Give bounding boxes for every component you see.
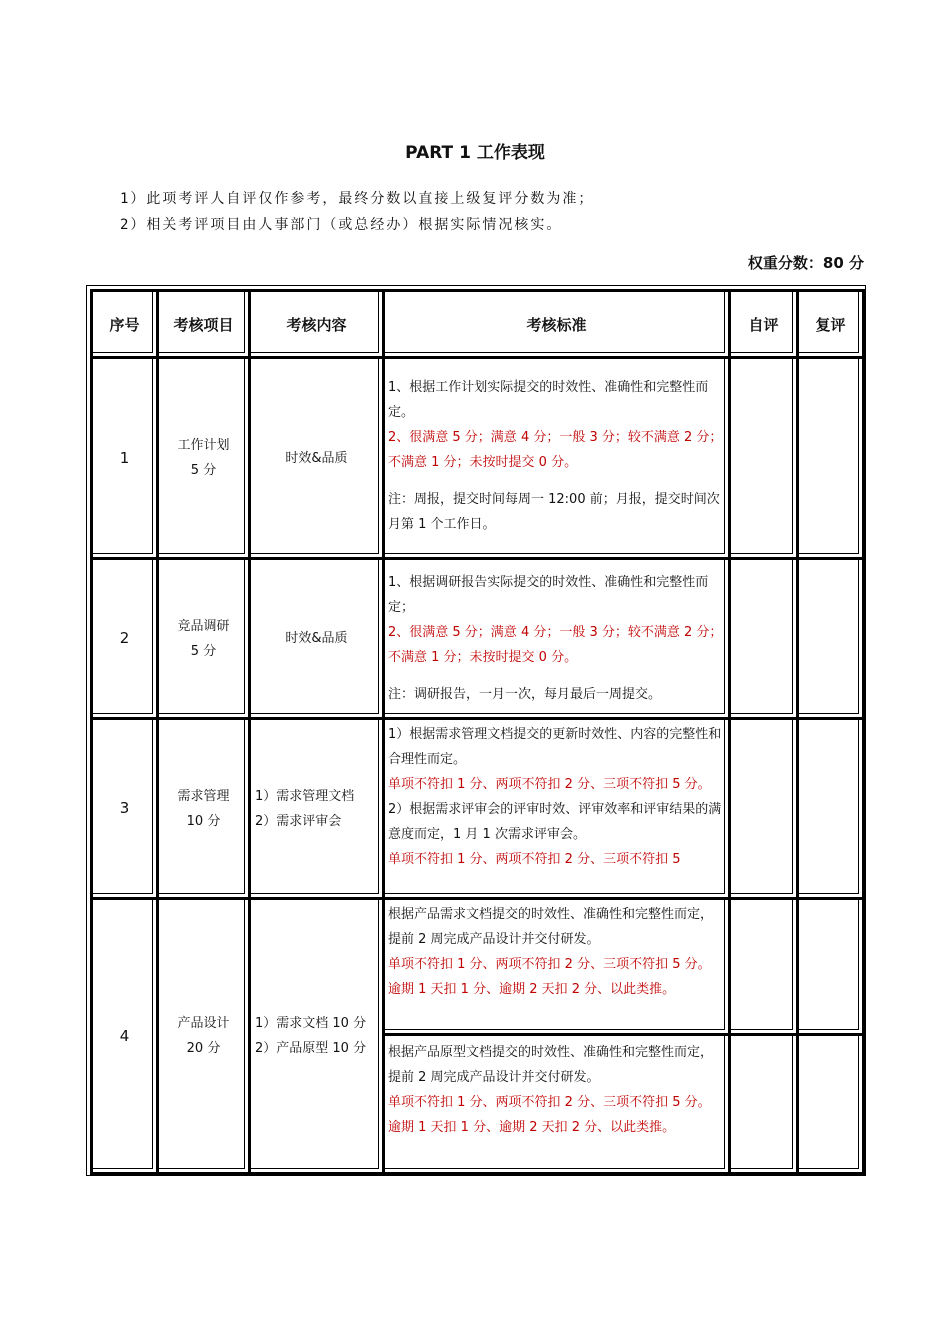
standard-line: 逾期 1 天扣 1 分、逾期 2 天扣 2 分、以此类推。 bbox=[388, 982, 676, 997]
row-no: 4 bbox=[93, 900, 159, 1175]
item-score: 20 分 bbox=[186, 1041, 221, 1056]
row-item bbox=[159, 900, 251, 1175]
standard-line: 单项不符扣 1 分、两项不符扣 2 分、三项不符扣 5 分。 bbox=[388, 1095, 711, 1110]
standard-line: 单项不符扣 1 分、两项不符扣 2 分、三项不符扣 5 分。 bbox=[388, 957, 711, 972]
standard-line: 单项不符扣 1 分、两项不符扣 2 分、三项不符扣 5 分。 bbox=[388, 777, 711, 792]
item-name: 竞品调研 bbox=[177, 618, 230, 634]
page-title: PART 1 工作表现 bbox=[405, 143, 545, 163]
self-score-cell[interactable] bbox=[731, 1036, 799, 1175]
row-content bbox=[251, 900, 385, 1175]
header-no: 序号 bbox=[93, 292, 159, 359]
header-item: 考核项目 bbox=[159, 292, 251, 359]
item-score: 5 分 bbox=[190, 463, 217, 478]
note-2: 2）相关考评项目由人事部门（或总经办）根据实际情况核实。 bbox=[120, 217, 563, 233]
row-item bbox=[159, 560, 251, 720]
row-content bbox=[251, 720, 385, 900]
standard-line: 2、很满意 5 分；满意 4 分；一般 3 分；较不满意 2 分；不满意 1 分；未按时提交 0 分。 bbox=[388, 430, 723, 470]
item-score: 10 分 bbox=[186, 813, 221, 829]
evaluation-table-frame bbox=[86, 285, 866, 1176]
self-score-cell[interactable] bbox=[731, 900, 799, 1036]
standard-line: 2）根据需求评审会的评审时效、评审效率和评审结果的满意度而定，1 月 1 次需求评审会。 bbox=[388, 802, 722, 842]
standard-line: 2、很满意 5 分；满意 4 分；一般 3 分；较不满意 2 分；不满意 1 分；未按时提交 0 分。 bbox=[388, 625, 723, 665]
standard-line: 逾期 1 天扣 1 分、逾期 2 天扣 2 分、以此类推。 bbox=[388, 1120, 676, 1135]
row-no: 2 bbox=[93, 560, 159, 720]
evaluation-table bbox=[90, 289, 865, 1175]
standard-line: 1、根据调研报告实际提交的时效性、准确性和完整性而定； bbox=[388, 575, 709, 615]
standard-line: 1、根据工作计划实际提交的时效性、准确性和完整性而定。 bbox=[388, 380, 709, 420]
item-name: 工作计划 bbox=[177, 438, 230, 453]
self-score-cell[interactable] bbox=[731, 560, 799, 720]
header-content: 考核内容 bbox=[251, 292, 385, 359]
row-no: 1 bbox=[93, 359, 159, 560]
row-standard bbox=[385, 900, 731, 1036]
review-score-cell[interactable] bbox=[799, 560, 865, 720]
row-standard bbox=[385, 1036, 731, 1175]
row-item bbox=[159, 720, 251, 900]
standard-line: 根据产品需求文档提交的时效性、准确性和完整性而定，提前 2 周完成产品设计并交付研发。 bbox=[388, 907, 714, 947]
review-score-cell[interactable] bbox=[799, 720, 865, 900]
content-line: 1）需求管理文档 bbox=[255, 788, 355, 804]
header-standard: 考核标准 bbox=[385, 292, 731, 359]
row-standard bbox=[385, 560, 731, 720]
content-line: 2）产品原型 10 分 bbox=[255, 1041, 367, 1056]
table-row bbox=[93, 900, 865, 1036]
content-line: 2）需求评审会 bbox=[255, 813, 342, 829]
item-name: 产品设计 bbox=[177, 1016, 230, 1031]
standard-note: 注：周报，提交时间每周一 12:00 前；月报，提交时间次月第 1 个工作日。 bbox=[388, 492, 720, 532]
standard-line: 单项不符扣 1 分、两项不符扣 2 分、三项不符扣 5 bbox=[388, 852, 681, 867]
standard-note: 注：调研报告，一月一次，每月最后一周提交。 bbox=[388, 687, 662, 702]
header-self: 自评 bbox=[731, 292, 799, 359]
table-row bbox=[93, 560, 865, 720]
item-name: 需求管理 bbox=[177, 788, 230, 804]
row-content: 时效&品质 bbox=[251, 359, 385, 560]
weight-score: 权重分数：80 分 bbox=[747, 254, 864, 272]
header-row bbox=[93, 292, 865, 359]
self-score-cell[interactable] bbox=[731, 720, 799, 900]
standard-line: 1）根据需求管理文档提交的更新时效性、内容的完整性和合理性而定。 bbox=[388, 727, 722, 767]
row-content: 时效&品质 bbox=[251, 560, 385, 720]
table-row bbox=[93, 720, 865, 900]
note-1: 1）此项考评人自评仅作参考，最终分数以直接上级复评分数为准； bbox=[120, 191, 595, 207]
table-row bbox=[93, 359, 865, 560]
self-score-cell[interactable] bbox=[731, 359, 799, 560]
content-line: 1）需求文档 10 分 bbox=[255, 1016, 367, 1031]
item-score: 5 分 bbox=[190, 643, 217, 659]
row-item bbox=[159, 359, 251, 560]
header-review: 复评 bbox=[799, 292, 865, 359]
standard-line: 根据产品原型文档提交的时效性、准确性和完整性而定，提前 2 周完成产品设计并交付研发。 bbox=[388, 1045, 714, 1085]
row-standard bbox=[385, 359, 731, 560]
review-score-cell[interactable] bbox=[799, 359, 865, 560]
row-standard bbox=[385, 720, 731, 900]
review-score-cell[interactable] bbox=[799, 900, 865, 1036]
row-no: 3 bbox=[93, 720, 159, 900]
review-score-cell[interactable] bbox=[799, 1036, 865, 1175]
